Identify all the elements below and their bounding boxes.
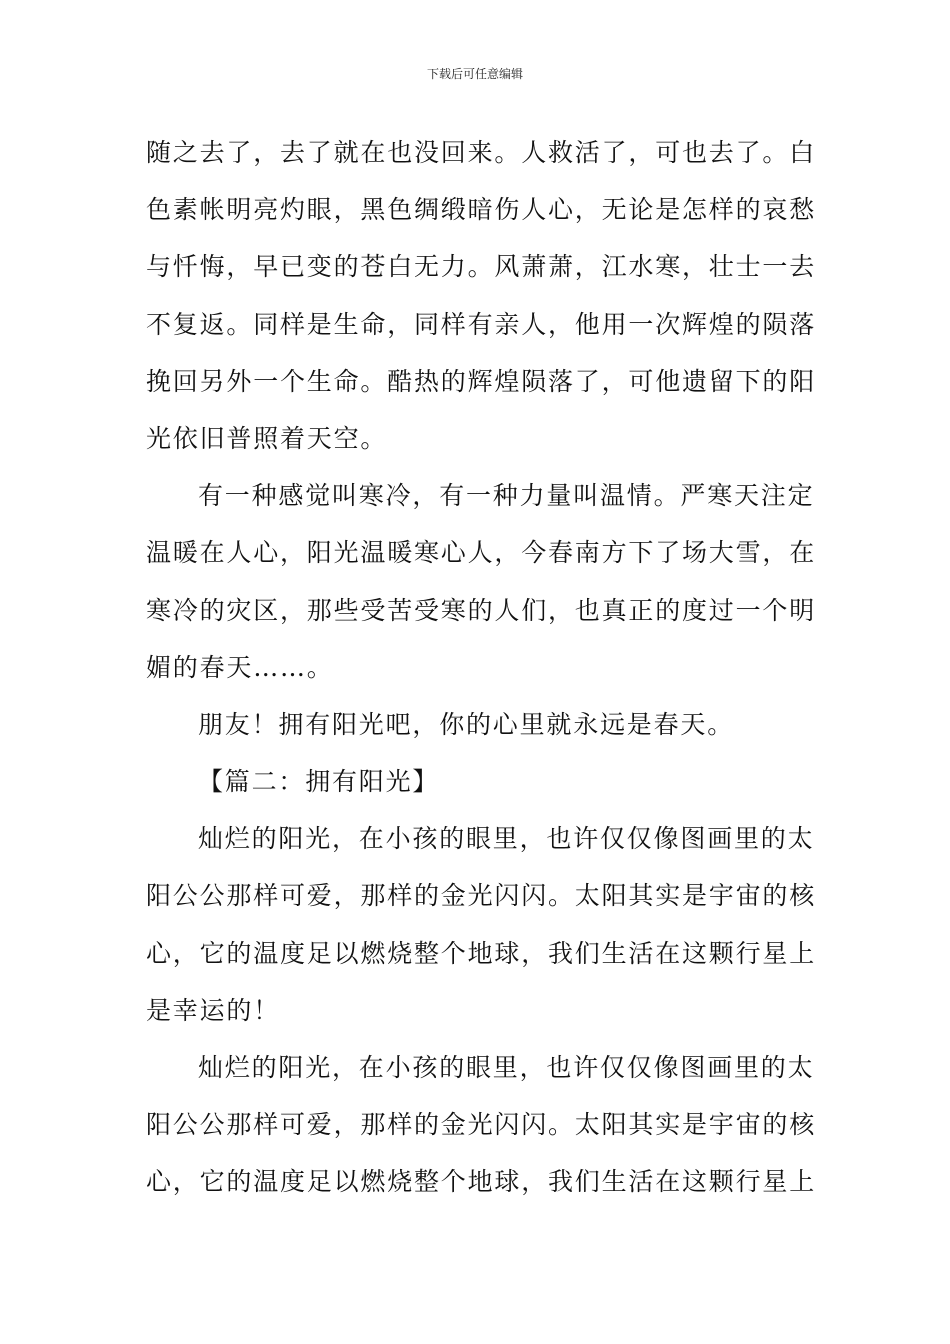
text-line: 寒冷的灾区，那些受苦受寒的人们，也真正的度过一个明 xyxy=(146,595,817,625)
paragraph-2 xyxy=(146,467,817,696)
text-line: 阳公公那样可爱，那样的金光闪闪。太阳其实是宇宙的核 xyxy=(146,1110,817,1140)
text-line: 灿烂的阳光，在小孩的眼里，也许仅仅像图画里的太 xyxy=(198,824,815,854)
paragraph-1 xyxy=(146,124,817,467)
header-note: 下载后可任意编辑 xyxy=(426,67,523,81)
section-heading xyxy=(146,753,810,810)
text-line: 不复返。同样是生命，同样有亲人，他用一次辉煌的陨落 xyxy=(146,309,817,339)
paragraph-6 xyxy=(146,1039,817,1211)
text-line: 阳公公那样可爱，那样的金光闪闪。太阳其实是宇宙的核 xyxy=(146,881,817,911)
text-line: 色素帐明亮灼眼，黑色绸缎暗伤人心，无论是怎样的哀愁 xyxy=(146,195,817,225)
text-line: 朋友！拥有阳光吧，你的心里就永远是春天。 xyxy=(198,709,735,739)
text-line: 灿烂的阳光，在小孩的眼里，也许仅仅像图画里的太 xyxy=(198,1053,815,1082)
document-body xyxy=(146,124,817,1211)
text-line: 温暖在人心，阳光温暖寒心人，今春南方下了场大雪，在 xyxy=(146,538,817,568)
section-title: 【篇二：拥有阳光】 xyxy=(198,767,440,797)
paragraph-3 xyxy=(146,696,810,753)
text-line: 媚的春天……。 xyxy=(146,652,334,682)
text-line: 光依旧普照着天空。 xyxy=(146,423,388,453)
text-line: 是幸运的！ xyxy=(146,995,281,1025)
text-line: 与忏悔，早已变的苍白无力。风萧萧，江水寒，壮士一去 xyxy=(146,252,817,282)
text-line: 随之去了，去了就在也没回来。人救活了，可也去了。白 xyxy=(146,138,817,167)
text-line: 心，它的温度足以燃烧整个地球，我们生活在这颗行星上 xyxy=(146,1167,817,1197)
text-line: 心，它的温度足以燃烧整个地球，我们生活在这颗行星上 xyxy=(146,938,817,968)
text-line: 有一种感觉叫寒冷，有一种力量叫温情。严寒天注定 xyxy=(198,481,815,511)
paragraph-5 xyxy=(146,810,817,1039)
text-line: 挽回另外一个生命。酷热的辉煌陨落了，可他遗留下的阳 xyxy=(146,366,817,396)
